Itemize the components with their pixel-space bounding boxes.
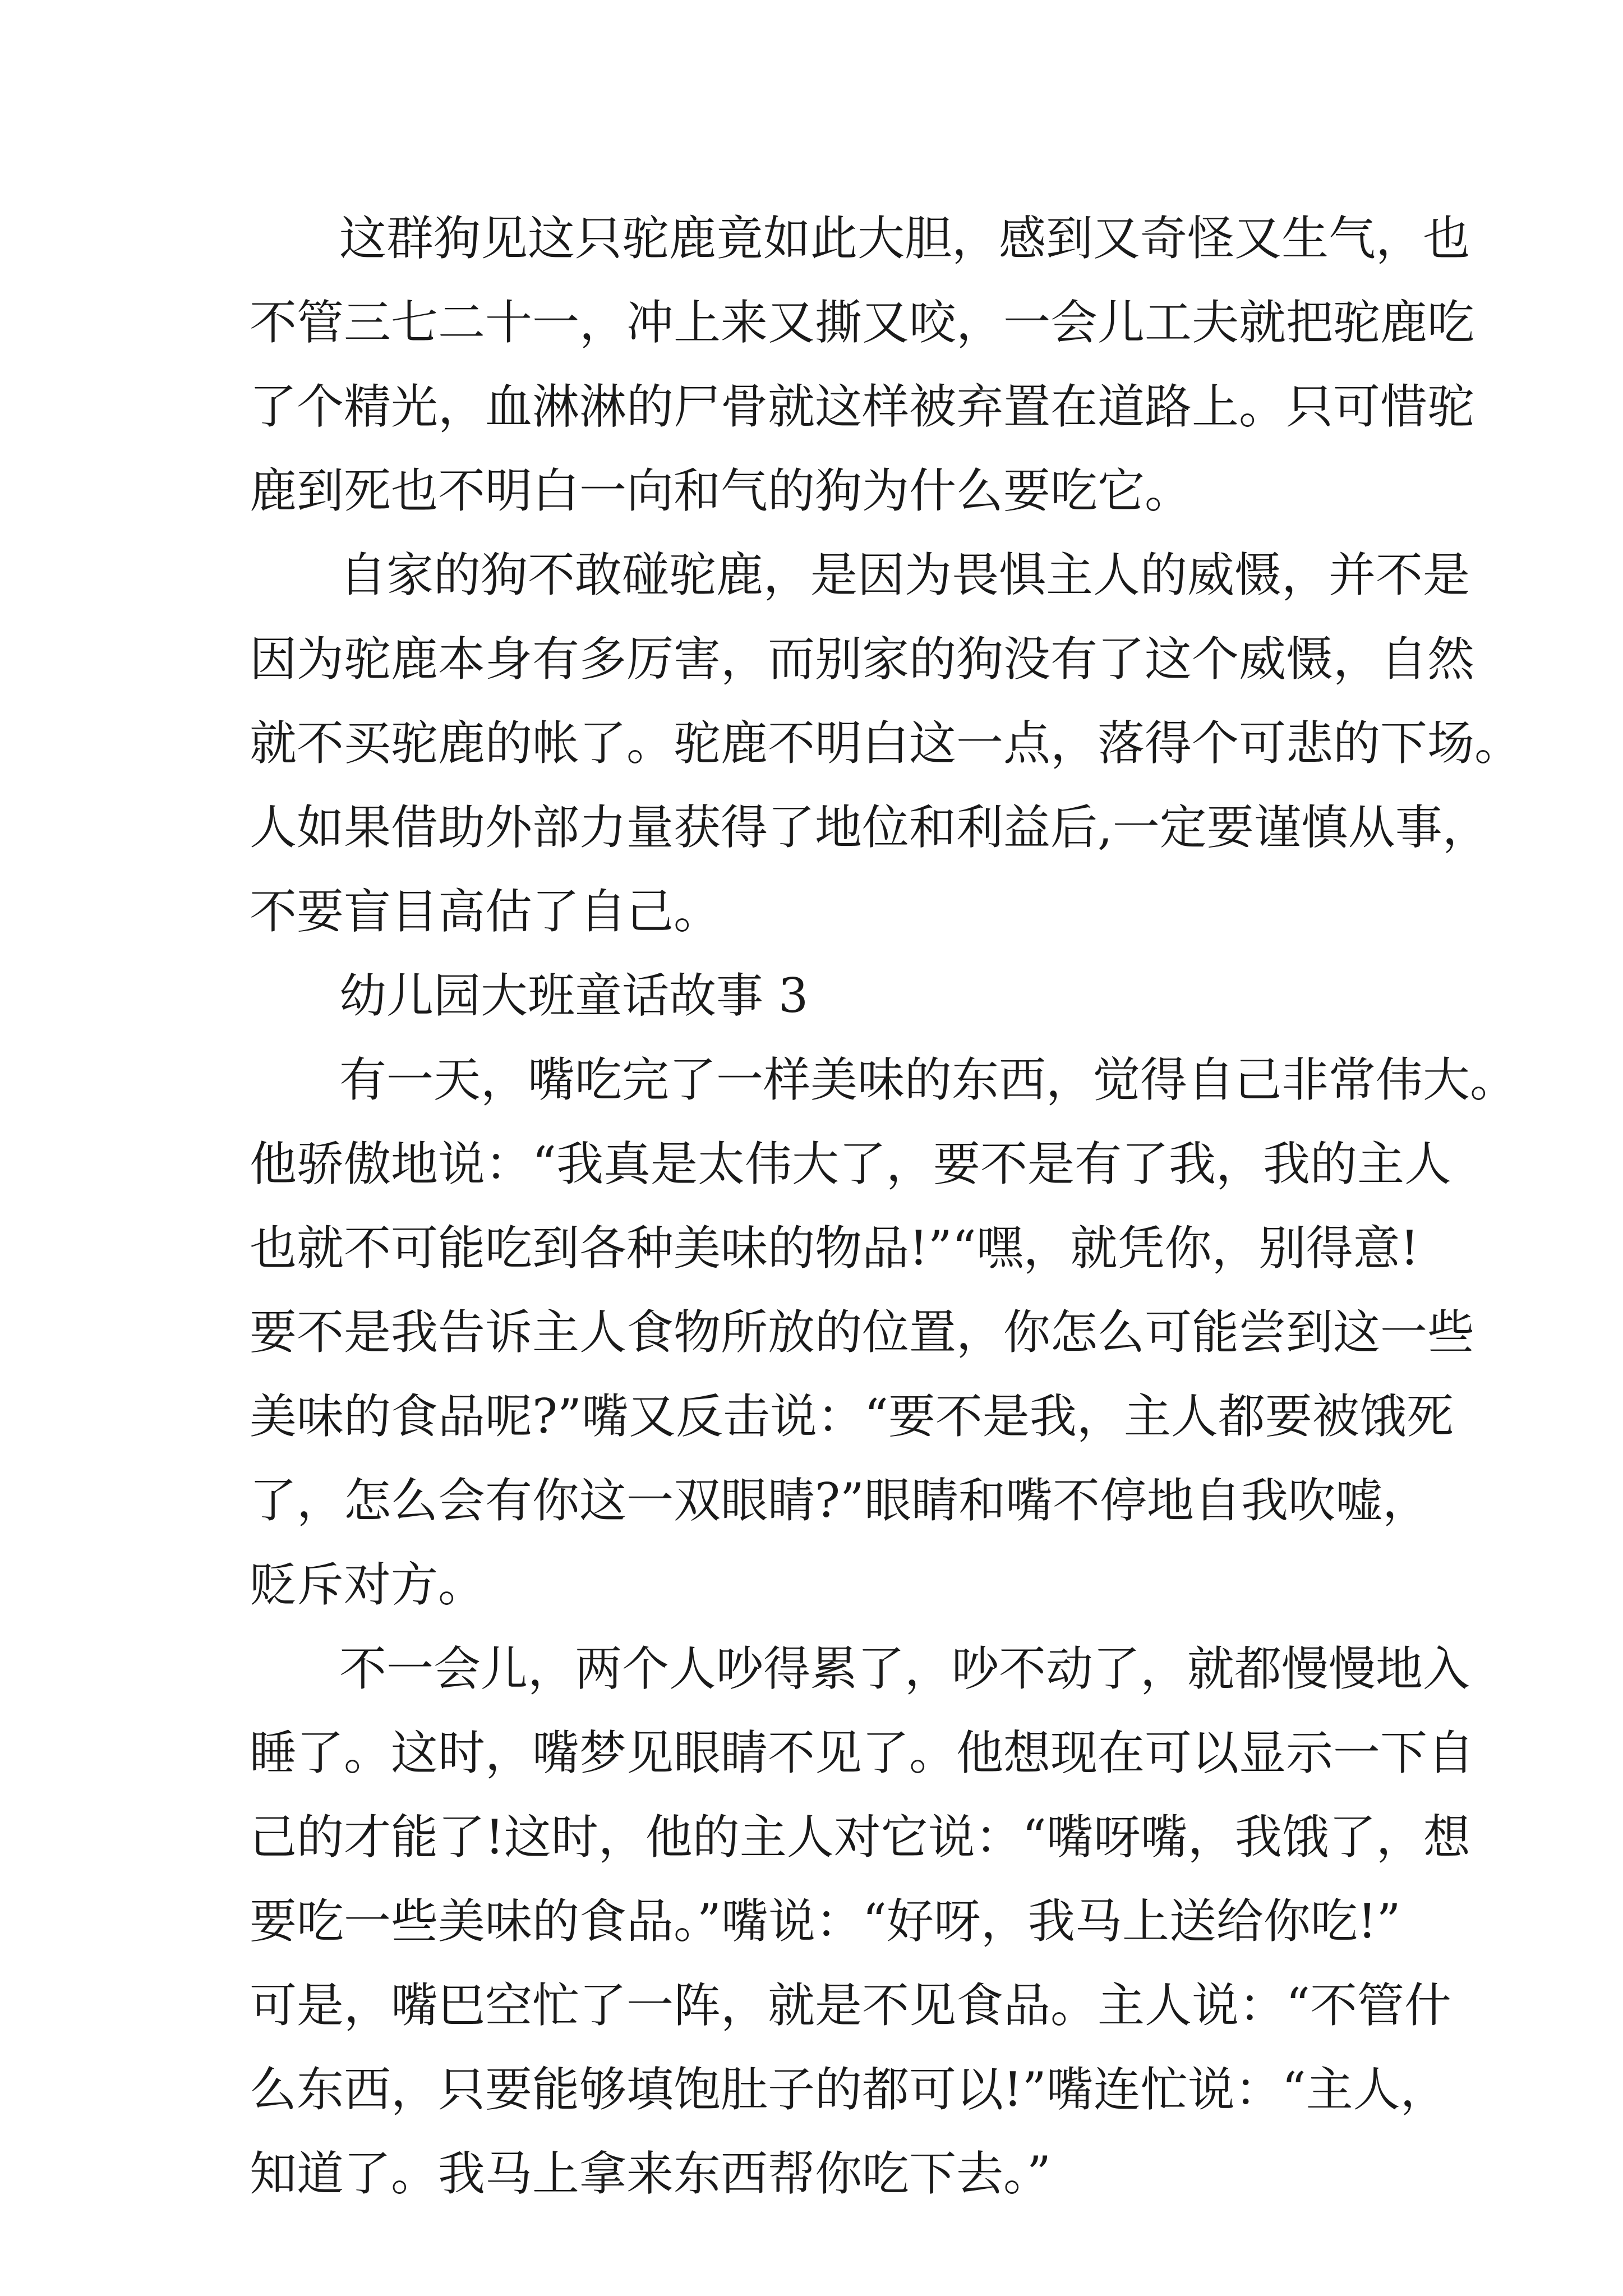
text-line: 这群狗见这只驼鹿竟如此大胆，感到又奇怪又生气，也	[339, 211, 1470, 266]
text-line: 贬斥对方。	[250, 1557, 486, 1612]
paragraph-camel-dogs	[250, 196, 1475, 533]
text-line: 不要盲目高估了自己。	[250, 884, 721, 939]
text-line: 要不是我告诉主人食物所放的位置，你怎么可能尝到这一些	[250, 1305, 1475, 1360]
text-line: 因为驼鹿本身有多厉害，而别家的狗没有了这个威慑，自然	[250, 632, 1475, 687]
text-line: 了个精光，血淋淋的尸骨就这样被弃置在道路上。只可惜驼	[250, 379, 1475, 434]
text-line: 要吃一些美味的食品。”嘴说：“好呀，我马上送给你吃!”	[250, 1894, 1401, 1949]
text-line: 己的才能了!这时，他的主人对它说：“嘴呀嘴，我饿了，想	[250, 1810, 1470, 1865]
text-line: 了，怎么会有你这一双眼睛?”眼睛和嘴不停地自我吹嘘，	[250, 1473, 1430, 1528]
paragraph-mouth-dream	[250, 1627, 1475, 2216]
story-title: 幼儿园大班童话故事 3	[339, 968, 809, 1023]
text-line: 人如果借助外部力量获得了地位和利益后,一定要谨慎从事，	[250, 800, 1490, 855]
paragraph-moral	[250, 533, 1522, 954]
text-line: 自家的狗不敢碰驼鹿，是因为畏惧主人的威慑，并不是	[339, 547, 1470, 602]
text-line: 有一天，嘴吃完了一样美味的东西，觉得自己非常伟大。	[339, 1052, 1518, 1107]
text-line: 不一会儿，两个人吵得累了，吵不动了，就都慢慢地入	[339, 1641, 1470, 1696]
text-line: 也就不可能吃到各种美味的物品!”“嘿，就凭你，别得意!	[250, 1221, 1419, 1276]
text-line: 可是，嘴巴空忙了一阵，就是不见食品。主人说：“不管什	[250, 1978, 1451, 2033]
text-line: 睡了。这时，嘴梦见眼睛不见了。他想现在可以显示一下自	[250, 1726, 1475, 1780]
document-page	[250, 196, 1522, 2216]
text-line: 他骄傲地说：“我真是太伟大了，要不是有了我，我的主人	[250, 1137, 1451, 1191]
text-line: 就不买驼鹿的帐了。驼鹿不明白这一点，落得个可悲的下场。	[250, 716, 1522, 771]
paragraph-mouth-boast	[250, 1038, 1518, 1627]
text-line: 美味的食品呢?”嘴又反击说：“要不是我，主人都要被饿死	[250, 1389, 1454, 1444]
text-line: 么东西，只要能够填饱肚子的都可以!”嘴连忙说：“主人，	[250, 2062, 1447, 2117]
section-heading	[250, 954, 1394, 1038]
text-line: 不管三七二十一，冲上来又撕又咬，一会儿工夫就把驼鹿吃	[250, 295, 1475, 350]
text-line: 鹿到死也不明白一向和气的狗为什么要吃它。	[250, 463, 1192, 518]
text-line: 知道了。我马上拿来东西帮你吃下去。”	[250, 2146, 1051, 2201]
